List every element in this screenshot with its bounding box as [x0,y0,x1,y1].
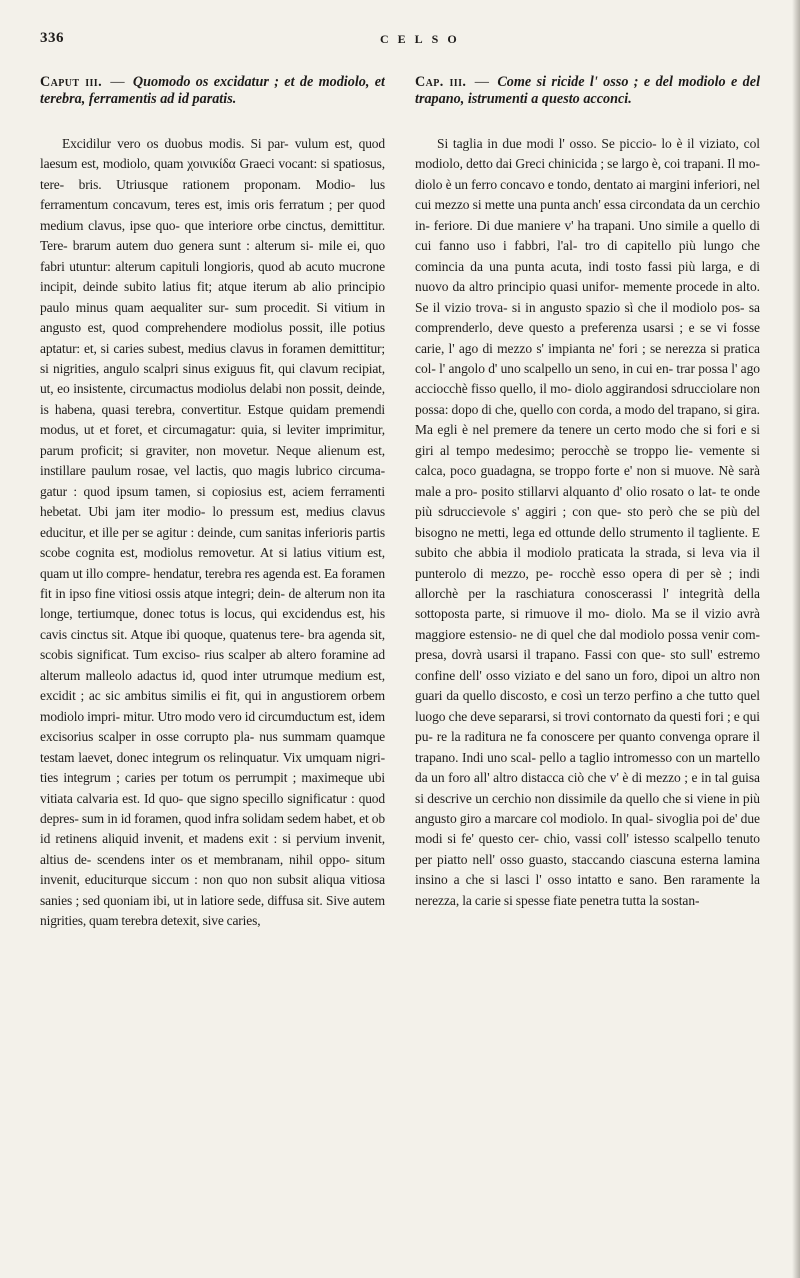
italian-chapter-label: Cap. iii. [415,74,467,90]
latin-chapter-title: Quomodo os excidatur ; et de modiolo, et terebra, ferramentis ad id paratis. [40,74,385,107]
latin-chapter-label: Caput iii. [40,74,103,90]
page-edge-shadow [792,0,800,1278]
latin-chapter-heading: Caput iii. — Quomodo os excidatur ; et de modiolo, et terebra, ferramentis ad id paratis. [40,74,385,107]
latin-body-text: Excidilur vero os duobus modis. Si par- vulum est, quod laesum est, modiolo, quam χοινικίδα Graeci vocant: si spatiosus, tere- bris. Utriusque rationem proponam. Modio- lus ferramentum concavum, teres est, imis oris ferratum ; per quod medium clavus, ipse quo- que interiore orbe cinctus, demittitur. Tere- brarum autem duo genera sunt : alterum si- mile ei, quo fabri utuntur: alterum capituli longioris, quod ab acuto mucrone incipit, deinde subito latius fit; atque iterum ab alio principio paulo minus quam aequaliter sur- sum procedit. Si vitium in angusto est, quod comprehendere modiolus possit, ille potius aptatur: et, si caries subest, medius clavus in foramen demittitur; si nigrities, angulo scalpri sinus exiguus fit, qui clavum recipiat, ut, eo insistente, circumactus modiolus delabi non possit, deinde, is habena, quasi terebra, convertitur. Estque quidam premendi modus, ut et foret, et circumagatur: quia, si leviter imprimitur, parum proficit; si graviter, non movetur. Neque alienum est, instillare paulum rosae, vel lactis, quo magis lubrico circuma- gatur : quod ipsum tamen, si copiosius est, aciem ferramenti hebetat. Ubi jam iter modio- lo pressum est, medius clavus educitur, et ille per se agitur : deinde, cum sanitas inferioris partis scobe cognita est, modiolus removetur. At si latius vitium est, quam ut illo compre- hendatur, terebra res agenda est. Ea foramen fit in ipso fine vitiosi ossis atque integri; dein- de alterum non ita longe, tertiumque, donec totus is locus, qui excidendus est, his cavis cinctus sit. Atque ibi quoque, quatenus tere- bra agenda sit, scobis significat. Tum exciso- rius scalper ab altero foramine ad alterum malleolo adactus id, quod inter utrumque medium est, excidit ; ac sic ambitus similis ei fit, qui in angustiorem orbem modiolo impri- mitur. Utro modo vero id circumductum est, idem excisorius scalper in osse corrupto pla- nus summam quamque testam laevet, donec integrum os relinquatur. Vix umquam nigri- ties integrum ; caries per totum os perrumpit ; maximeque ubi vitiata calvaria est. Id quo- que signo specillo significatur : quod depres- sum in id foramen, quod infra solidam sedem habet, et ob id retinens aliquid invenit, et madens exit : si pervium invenit, altius de- scendens inter os et membranam, nihil oppo- situm invenit, educiturque siccum : non quo non subsit aliqua vitiosa sanies ; sed quoniam ibi, ut in latiore sede, diffusa sit. Sive autem nigrities, quam terebra detexit, sive caries, [40,136,385,929]
italian-chapter-title: Come si ricide l' osso ; e del modiolo e del trapano, istrumenti a questo acconci. [415,74,760,107]
two-column-text [40,74,760,1254]
book-page [40,30,760,1260]
latin-column [40,74,385,1254]
running-title: CELSO [380,32,466,46]
italian-chapter-heading: Cap. iii. — Come si ricide l' osso ; e del modiolo e del trapano, istrumenti a questo acconci. [415,74,760,107]
italian-body-text: Si taglia in due modi l' osso. Se piccio- lo è il viziato, col modiolo, detto dai Greci chinicida ; se largo è, coi trapani. Il mo- diolo è un ferro concavo e tondo, dentato ai margini inferiori, nel cui mezzo si mette una punta anch' essa circondata da un cerchio in- feriore. Di due maniere v' ha trapani. Uno simile a quello di cui fanno uso i fabbri, l'al- tro di capitello più lungo che comincia da una punta acuta, indi tosto fassi più larga, e di nuovo da altro principio quasi unifor- memente procede in alto. Se il vizio trova- si in angusto spazio sì che il modiolo pos- sa comprenderlo, deve questo a preferenza usarsi ; e se vi fosse carie, l' ago di mezzo s' impianta ne' fori ; se nerezza si pratica col- l' angolo d' uno scalpello un seno, in cui en- trar possa l' ago acciocchè fisso quello, il mo- diolo aggirandosi sdrucciolare non possa: dopo di che, quello con corda, a modo del trapano, si gira. Ma egli è nel premere da tenere un certo modo che si fori e si giri al tempo medesimo; perocchè se troppo lie- vemente si calca, poco guadagna, se troppo forte e' non si muove. Nè sarà male a pro- posito stillarvi alquanto d' olio rosato o lat- te onde più sdruccievole s' aggiri ; con que- sto però che se più del bisogno ne metti, lega ed ottunde dello strumento il tagliente. E subito che abbia il modiolo praticata la strada, si leva via il punterolo di mezzo, pe- rocchè esso opera di per sè ; indi allorchè per la raschiatura conoscerassi l' integrità della sottoposta parte, si rimuove il mo- diolo. Ma se il vizio avrà maggiore estensio- ne di quel che dal modiolo possa venir com- presa, dovrà usarsi il trapano. Fassi con que- sto sull' estremo confine dell' osso viziato e del sano un foro, dipoi un altro non guari da quello discosto, e così un terzo perfino a che tutto quel luogo che deve separarsi, si trovi contornato da questi fori ; e qui pu- re la raditura ne fa conoscere per quanto convenga oprare il trapano. Indi uno scal- pello a taglio intromesso con un martello da un foro all' altro distacca ciò che v' è di mezzo ; e in tal guisa si descrive un cerchio non dissimile da quello che si viene in più angusto giro a marcare col modiolo. In qual- sivoglia poi de' due modi si fe' questo cer- chio, vassi coll' istesso scalpello tenuto per piatto nell' osso guasto, staccando ciascuna esterna lamina insino a che si lasci l' osso intatto e sano. Ben raramente la nerezza, la carie si spesse fiate penetra tutta la sostan- [415,136,760,908]
page-number: 336 [40,30,64,46]
italian-column [415,74,760,1254]
running-head [40,30,760,70]
